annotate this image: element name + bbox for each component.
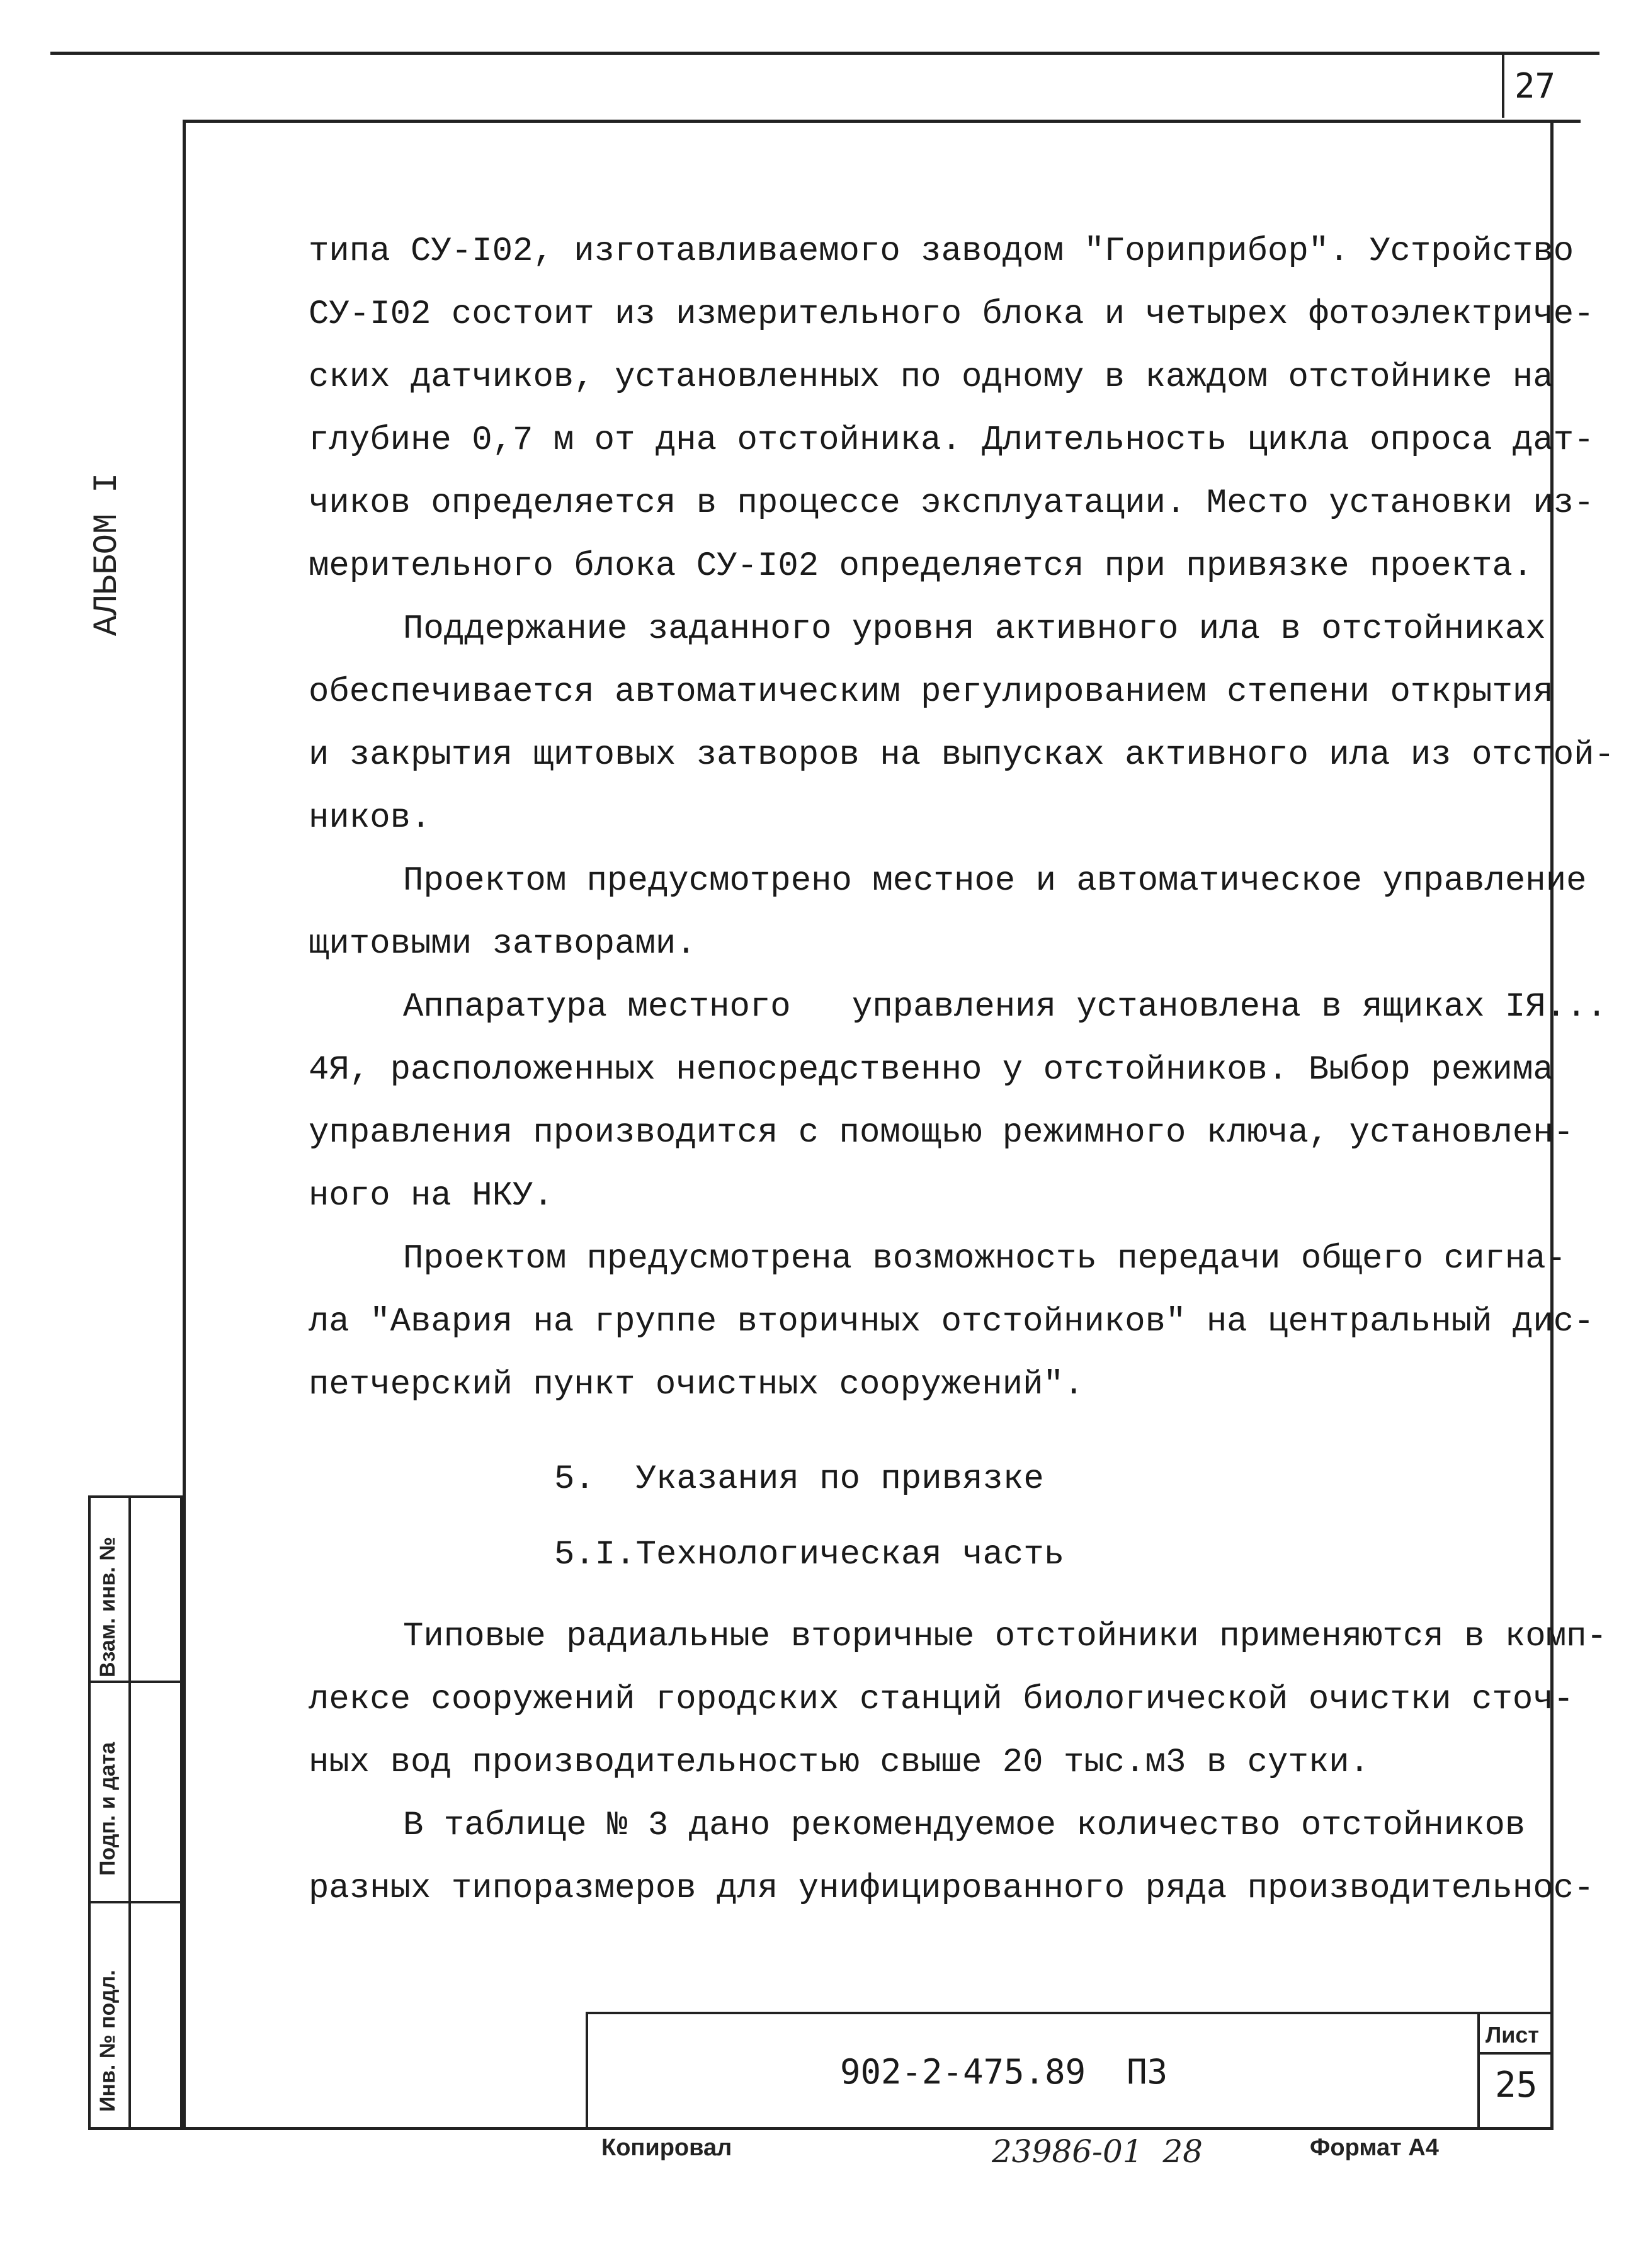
text-line: обеспечивается автоматическим регулированием степени открытия	[309, 673, 1554, 712]
paragraph-1	[309, 220, 1594, 598]
text-line: ских датчиков, установленных по одному в каждом отстойнике на	[309, 358, 1554, 397]
text-line: Аппаратура местного управления установлена в ящиках IЯ...	[403, 988, 1607, 1026]
section-heading: 5. Указания по привязке	[554, 1460, 1044, 1499]
text-line: Проектом предусмотрено местное и автоматическое управление	[403, 862, 1587, 900]
text-line: 4Я, расположенных непосредственно у отстойников. Выбор режима	[309, 1051, 1554, 1089]
page-number: 27	[1514, 66, 1556, 106]
order-number: 23986-01 28	[992, 2133, 1203, 2170]
text-line: петчерский пункт очистных сооружений".	[309, 1366, 1084, 1404]
original-inventory-label: Инв. № подл.	[96, 1970, 120, 2112]
document-code: 902-2-475.89 ПЗ	[840, 2052, 1168, 2092]
text-line: В таблице № 3 дано рекомендуемое количество отстойников	[403, 1806, 1526, 1845]
text-line: Поддержание заданного уровня активного ила в отстойниках	[403, 610, 1546, 649]
text-line: разных типоразмеров для унифицированного ряда производительнос-	[309, 1869, 1594, 1908]
album-label: АЛЬБОМ I	[88, 472, 127, 636]
format-label: Формат А4	[1310, 2135, 1439, 2161]
side-stamp-row2	[91, 1901, 183, 1903]
sheet-divider	[1477, 2014, 1480, 2130]
frame-top	[183, 120, 1581, 123]
text-line: и закрытия щитовых затворов на выпусках активного ила из отстой-	[309, 736, 1615, 774]
text-line: мерительного блока СУ-I02 определяется при привязке проекта.	[309, 547, 1533, 586]
signature-date-label: Подп. и дата	[96, 1742, 120, 1876]
body-text	[309, 220, 1615, 1920]
text-line: ников.	[309, 799, 431, 837]
side-stamp-row1	[91, 1681, 183, 1683]
paragraph-2	[309, 598, 1615, 850]
frame-left	[183, 120, 186, 2128]
text-line: Типовые радиальные вторичные отстойники применяются в комп-	[403, 1618, 1607, 1656]
text-line: ного на НКУ.	[309, 1177, 554, 1215]
text-line: глубине 0,7 м от дна отстойника. Длительность цикла опроса дат-	[309, 421, 1594, 460]
top-rule	[50, 52, 1599, 55]
sheet-number: 25	[1495, 2065, 1538, 2106]
subsection-heading: 5.I.Технологическая часть	[554, 1536, 1065, 1574]
text-line: типа СУ-I02, изготавливаемого заводом "Гориприбор". Устройство	[309, 232, 1574, 271]
paragraph-3	[309, 850, 1587, 976]
text-line: чиков определяется в процессе эксплуатации. Место установки из-	[309, 484, 1594, 523]
sheet-label-divider	[1477, 2052, 1554, 2055]
copied-label: Копировал	[601, 2135, 732, 2161]
side-stamp	[88, 1495, 183, 2130]
side-stamp-divider	[128, 1498, 131, 2128]
text-line: лексе сооружений городских станций биологической очистки сточ-	[309, 1681, 1574, 1719]
inventory-replacement-label: Взам. инв. №	[96, 1536, 120, 1677]
text-line: ных вод производительностью свыше 20 тыс.м3 в сутки.	[309, 1744, 1370, 1782]
paragraph-7	[309, 1795, 1594, 1920]
text-line: СУ-I02 состоит из измерительного блока и четырех фотоэлектриче-	[309, 295, 1594, 334]
text-line: Проектом предусмотрена возможность передачи общего сигна-	[403, 1240, 1567, 1278]
text-line: управления производится с помощью режимного ключа, установлен-	[309, 1114, 1574, 1152]
paragraph-4	[309, 976, 1607, 1228]
title-block	[586, 2012, 1554, 2130]
page-number-divider	[1502, 52, 1504, 118]
text-line: ла "Авария на группе вторичных отстойников" на центральный дис-	[309, 1303, 1594, 1341]
paragraph-6	[309, 1606, 1607, 1795]
paragraph-5	[309, 1228, 1594, 1417]
sheet-label: Лист	[1485, 2022, 1540, 2048]
text-line: щитовыми затворами.	[309, 925, 696, 963]
